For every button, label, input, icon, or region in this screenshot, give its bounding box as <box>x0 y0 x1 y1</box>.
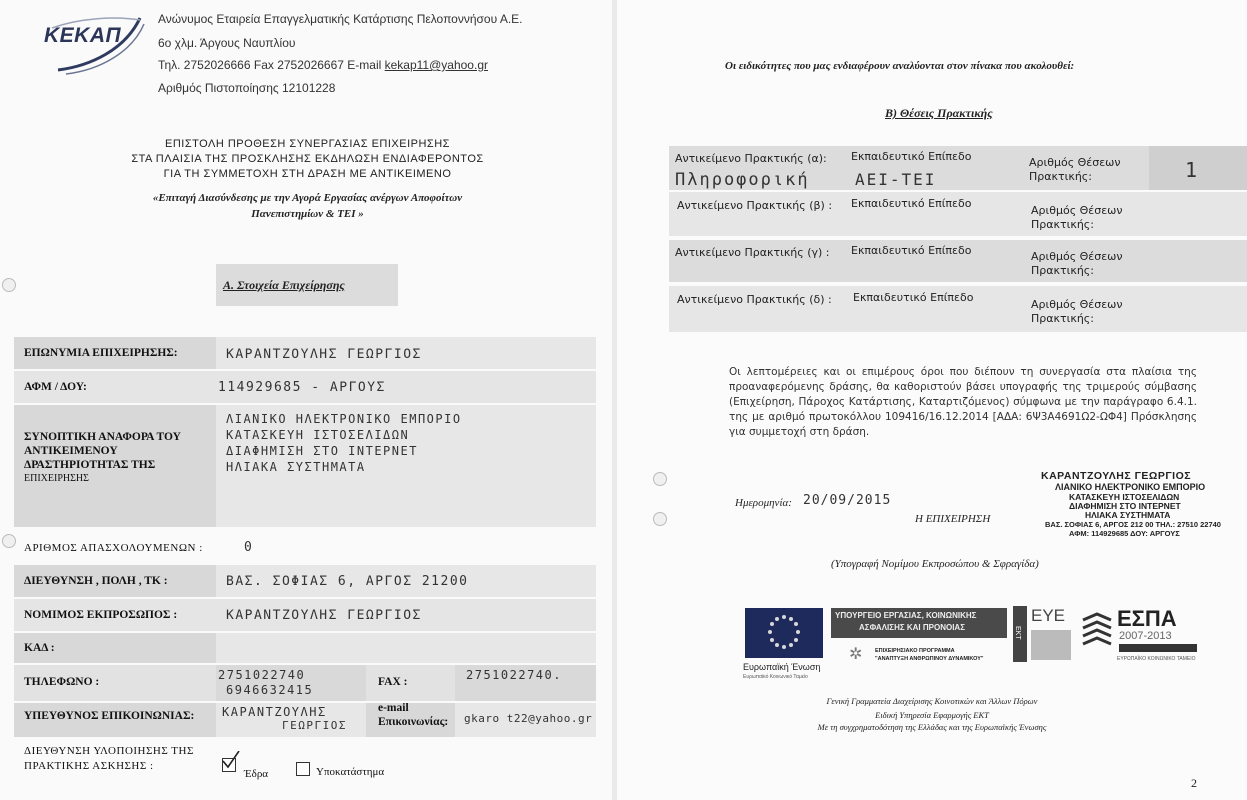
activity-value-3: ΔΙΑΦΗΜΙΣΗ ΣΤΟ ΙΝΤΕΡΝΕΤ <box>226 444 418 458</box>
positions-d-label-2: Πρακτικής: <box>1031 312 1094 325</box>
stamp-line-3: ΚΑΤΑΣΚΕΥΗ ΙΣΤΟΣΕΛΙΔΩΝ <box>1069 492 1180 502</box>
espa-logo <box>1081 606 1201 668</box>
ministry-banner <box>831 608 1007 638</box>
ministry-line-1: ΥΠΟΥΡΓΕΙΟ ΕΡΓΑΣΙΑΣ, ΚΟΙΝΩΝΙΚΗΣ <box>835 611 977 620</box>
name-value: ΚΑΡΑΝΤΖΟΥΛΗΣ ΓΕΩΡΓΙΟΣ <box>226 347 422 362</box>
letter-title-2: ΣΤΑ ΠΛΑΙΣΙΑ ΤΗΣ ΠΡΟΣΚΛΗΣΗΣ ΕΚΔΗΛΩΣΗ ΕΝΔΙΑΦΕΡΟΝΤΟΣ <box>131 153 484 165</box>
espa-waves-icon <box>1081 610 1117 650</box>
fax-label: FAX : <box>378 676 408 688</box>
employees-value: 0 <box>244 540 254 555</box>
practice-b-label: Αντικείμενο Πρακτικής (β) : <box>677 199 833 212</box>
address-label: ΔΙΕΥΘΥΝΣΗ , ΠΟΛΗ , ΤΚ : <box>24 575 168 587</box>
espa-subtitle: ΕΥΡΩΠΑΪΚΟ ΚΟΙΝΩΝΙΚΟ ΤΑΜΕΙΟ <box>1117 656 1196 662</box>
eye-logo <box>1013 606 1075 666</box>
practice-c-label: Αντικείμενο Πρακτικής (γ) : <box>675 246 830 259</box>
email-value: gkaro t22@yahoo.gr <box>464 712 593 725</box>
company-name: Ανώνυμος Εταιρεία Επαγγελματικής Κατάρτισης Πελοποννήσου Α.Ε. <box>158 12 523 26</box>
ministry-line-2: ΑΣΦΑΛΙΣΗΣ ΚΑΙ ΠΡΟΝΟΙΑΣ <box>859 623 966 632</box>
certification-number: Αριθμός Πιστοποίησης 12101228 <box>158 81 336 95</box>
date-value: 20/09/2015 <box>803 493 892 508</box>
date-label: Ημερομηνία: <box>735 497 792 509</box>
punch-hole <box>2 534 16 548</box>
stamp-line-6: ΒΑΣ. ΣΟΦΙΑΣ 6, ΑΡΓΟΣ 212 00 ΤΗΛ.: 27510 22740 <box>1045 520 1221 529</box>
edu-level-a-value: ΑΕΙ-ΤΕΙ <box>855 170 937 189</box>
letter-title-3: ΓΙΑ ΤΗ ΣΥΜΜΕΤΟΧΗ ΣΤΗ ΔΡΑΣΗ ΜΕ ΑΝΤΙΚΕΙΜΕΝΟ <box>163 168 452 180</box>
terms-paragraph: Οι λεπτομέρειες και οι επιμέρους όροι που διέπουν τη συνεργασία στα πλαίσια της προαναφερόμενης δράσης, θα καθοριστούν βάσει υπογραφής της τριμερούς σύμβασης (Επιχείρηση, Πάροχος Κατάρτισης, Καταρτιζόμενος) σύμφωνα με την παράγραφο 6.4.1. της με αριθμό πρωτοκόλλου 109416/16.12.2014 [ΑΔΑ: 6Ψ3Α4691Ω2-ΩΦ4] Πρόσκλησης για συμμετοχή στη δράση. <box>729 366 1197 438</box>
edu-level-b-label: Εκπαιδευτικό Επίπεδο <box>851 197 972 210</box>
positions-b-label-1: Αριθμός Θέσεων <box>1031 204 1123 217</box>
espa-bar <box>1119 644 1197 652</box>
positions-a-label-2: Πρακτικής: <box>1029 170 1092 183</box>
ekt-band <box>1013 606 1027 662</box>
phone-value-2: 6946632415 <box>226 683 314 697</box>
rep-label: ΝΟΜΙΜΟΣ ΕΚΠΡΟΣΩΠΟΣ : <box>24 609 178 621</box>
footer-line-1: Γενική Γραμματεία Διαχείρισης Κοινοτικών και Άλλων Πόρων <box>826 696 1038 706</box>
positions-d-label-1: Αριθμός Θέσεων <box>1031 298 1123 311</box>
company-contact <box>158 58 488 72</box>
section-b-title: Β) Θέσεις Πρακτικής <box>885 106 993 120</box>
branch-option-label: Υποκατάστημα <box>316 766 385 778</box>
punch-hole <box>653 472 667 486</box>
punch-hole <box>653 512 667 526</box>
punch-hole <box>2 278 16 292</box>
kekap-logo <box>40 8 150 78</box>
stamp-line-1: ΚΑΡΑΝΤΖΟΥΛΗΣ ΓΕΩΡΓΙΟΣ <box>1041 470 1192 482</box>
branch-checkbox[interactable] <box>296 762 310 776</box>
phone-label: ΤΗΛΕΦΩΝΟ : <box>24 676 100 688</box>
eu-flag <box>745 608 823 658</box>
positions-a-value: 1 <box>1185 158 1199 182</box>
edu-level-d-label: Εκπαιδευτικό Επίπεδο <box>853 291 974 304</box>
eu-logo <box>739 608 829 690</box>
eye-label: ΕΥΕ <box>1031 606 1066 625</box>
eu-stars-icon <box>745 608 823 658</box>
program-line-1: ΕΠΙΧΕΙΡΗΣΙΑΚΟ ΠΡΟΓΡΑΜΜΑ <box>875 648 955 654</box>
contact-text: Τηλ. 2752026666 Fax 2752026667 E-mail <box>158 58 385 72</box>
practice-a-label: Αντικείμενο Πρακτικής (α): <box>675 152 827 165</box>
section-a-title-box <box>216 264 398 306</box>
activity-label-1: ΣΥΝΟΠΤΙΚΗ ΑΝΑΦΟΡΑ ΤΟΥ <box>24 431 181 443</box>
seat-option-label: Έδρα <box>244 768 269 780</box>
activity-value-2: ΚΑΤΑΣΚΕΥΗ ΙΣΤΟΣΕΛΙΔΩΝ <box>226 428 410 442</box>
activity-label-4: ΕΠΙΧΕΙΡΗΣΗΣ <box>24 473 89 484</box>
activity-value-4: ΗΛΙΑΚΑ ΣΥΣΤΗΜΑΤΑ <box>226 460 366 474</box>
employees-label: ΑΡΙΘΜΟΣ ΑΠΑΣΧΟΛΟΥΜΕΝΩΝ : <box>24 542 203 554</box>
letter-title-1: ΕΠΙΣΤΟΛΗ ΠΡΟΘΕΣΗ ΣΥΝΕΡΓΑΣΙΑΣ ΕΠΙΧΕΙΡΗΣΗΣ <box>165 138 450 150</box>
positions-a-label-1: Αριθμός Θέσεων <box>1029 156 1121 169</box>
check-mark-icon <box>221 751 241 771</box>
stamp-line-7: ΑΦΜ: 114929685 ΔΟΥ: ΑΡΓΟΥΣ <box>1069 529 1180 538</box>
section-a-title: Α. Στοιχεία Επιχείρησης <box>223 278 345 292</box>
practice-d-label: Αντικείμενο Πρακτικής (δ) : <box>677 293 832 306</box>
eye-graphic <box>1031 630 1071 660</box>
edu-level-c-label: Εκπαιδευτικό Επίπεδο <box>851 244 972 257</box>
email-label-1: e-mail <box>378 702 409 714</box>
phone-value-1: 2751022740 <box>218 668 306 682</box>
eu-sublabel: Ευρωπαϊκό Κοινωνικό Ταμείο <box>743 674 808 680</box>
positions-b-label-2: Πρακτικής: <box>1031 218 1094 231</box>
program-star-icon: ✲ <box>849 646 863 663</box>
activity-label-3: ΔΡΑΣΤΗΡΙΟΤΗΤΑΣ ΤΗΣ <box>24 459 156 471</box>
afm-label: ΑΦΜ / ΔΟΥ: <box>24 381 87 393</box>
signature-note: (Υπογραφή Νομίμου Εκπροσώπου & Σφραγίδα) <box>831 558 1039 570</box>
eu-label: Ευρωπαϊκή Ένωση <box>743 662 821 672</box>
practice-a-value: Πληροφορική <box>675 170 810 190</box>
footer-line-2: Ειδική Υπηρεσία Εφαρμογής ΕΚΤ <box>875 710 989 720</box>
right-page <box>617 0 1247 800</box>
page-number: 2 <box>1191 776 1197 790</box>
positions-c-label-2: Πρακτικής: <box>1031 264 1094 277</box>
fax-value: 2751022740. <box>466 668 562 682</box>
espa-title: ΕΣΠΑ <box>1117 606 1177 631</box>
edu-level-a-label: Εκπαιδευτικό Επίπεδο <box>851 150 972 163</box>
contact-label: ΥΠΕΥΘΥΝΟΣ ΕΠΙΚΟΙΝΩΝΙΑΣ: <box>24 710 195 722</box>
seat-checkbox[interactable] <box>222 758 236 772</box>
stamp-line-5: ΗΛΙΑΚΑ ΣΥΣΤΗΜΑΤΑ <box>1085 510 1171 520</box>
stamp-line-4: ΔΙΑΦΗΜΙΣΗ ΣΤΟ ΙΝΤΕΡΝΕΤ <box>1069 501 1181 511</box>
activity-value-1: ΛΙΑΝΙΚΟ ΗΛΕΚΤΡΟΝΙΚΟ ΕΜΠΟΡΙΟ <box>226 412 462 426</box>
positions-c-label-1: Αριθμός Θέσεων <box>1031 250 1123 263</box>
left-page <box>0 0 615 800</box>
email-link[interactable]: kekap11@yahoo.gr <box>384 58 488 72</box>
company-address: 6ο χλμ. Άργους Ναυπλίου <box>158 36 296 50</box>
activity-label-2: ΑΝΤΙΚΕΙΜΕΝΟΥ <box>24 445 118 457</box>
contact-value-1: ΚΑΡΑΝΤΖΟΥΛΗΣ <box>222 705 327 719</box>
company-stamp <box>1041 470 1246 540</box>
letter-subject-1: «Επιταγή Διασύνδεσης με την Αγορά Εργασίας ανέργων Αποφοίτων <box>152 192 463 204</box>
name-label: ΕΠΩΝΥΜΙΑ ΕΠΙΧΕΙΡΗΣΗΣ: <box>24 347 178 359</box>
email-label-2: Επικοινωνίας: <box>378 716 449 728</box>
espa-years: 2007-2013 <box>1119 630 1172 642</box>
contact-value-2: ΓΕΩΡΓΙΟΣ <box>282 719 347 732</box>
letter-subject-2: Πανεπιστημίων & ΤΕΙ » <box>251 208 364 220</box>
address-value: ΒΑΣ. ΣΟΦΙΑΣ 6, ΑΡΓΟΣ 21200 <box>226 574 469 589</box>
kad-label: ΚΑΔ : <box>24 642 55 654</box>
kad-field <box>216 633 596 663</box>
logo-text: KEKAП <box>44 24 122 47</box>
program-logo <box>849 642 999 672</box>
ekt-label: ΕΚΤ <box>1014 626 1021 640</box>
company-signature-label: Η ΕΠΙΧΕΙΡΗΣΗ <box>915 513 991 525</box>
rep-value: ΚΑΡΑΝΤΖΟΥΛΗΣ ΓΕΩΡΓΙΟΣ <box>226 608 422 623</box>
footer-line-3: Με τη συγχρηματοδότηση της Ελλάδας και της Ευρωπαϊκής Ένωσης <box>817 722 1047 732</box>
stamp-line-2: ΛΙΑΝΙΚΟ ΗΛΕΚΤΡΟΝΙΚΟ ΕΜΠΟΡΙΟ <box>1055 482 1206 492</box>
location-label-2: ΠΡΑΚΤΙΚΗΣ ΑΣΚΗΣΗΣ : <box>24 760 154 772</box>
intro-text: Οι ειδικότητες που μας ενδιαφέρουν αναλύονται στον πίνακα που ακολουθεί: <box>725 60 1075 72</box>
program-line-2: "ΑΝΑΠΤΥΞΗ ΑΝΘΡΩΠΙΝΟΥ ΔΥΝΑΜΙΚΟΥ" <box>875 656 984 662</box>
location-label-1: ΔΙΕΥΘΥΝΣΗ ΥΛΟΠΟΙΗΣΗΣ ΤΗΣ <box>24 745 194 757</box>
afm-value: 114929685 - ΑΡΓΟΥΣ <box>218 380 386 395</box>
